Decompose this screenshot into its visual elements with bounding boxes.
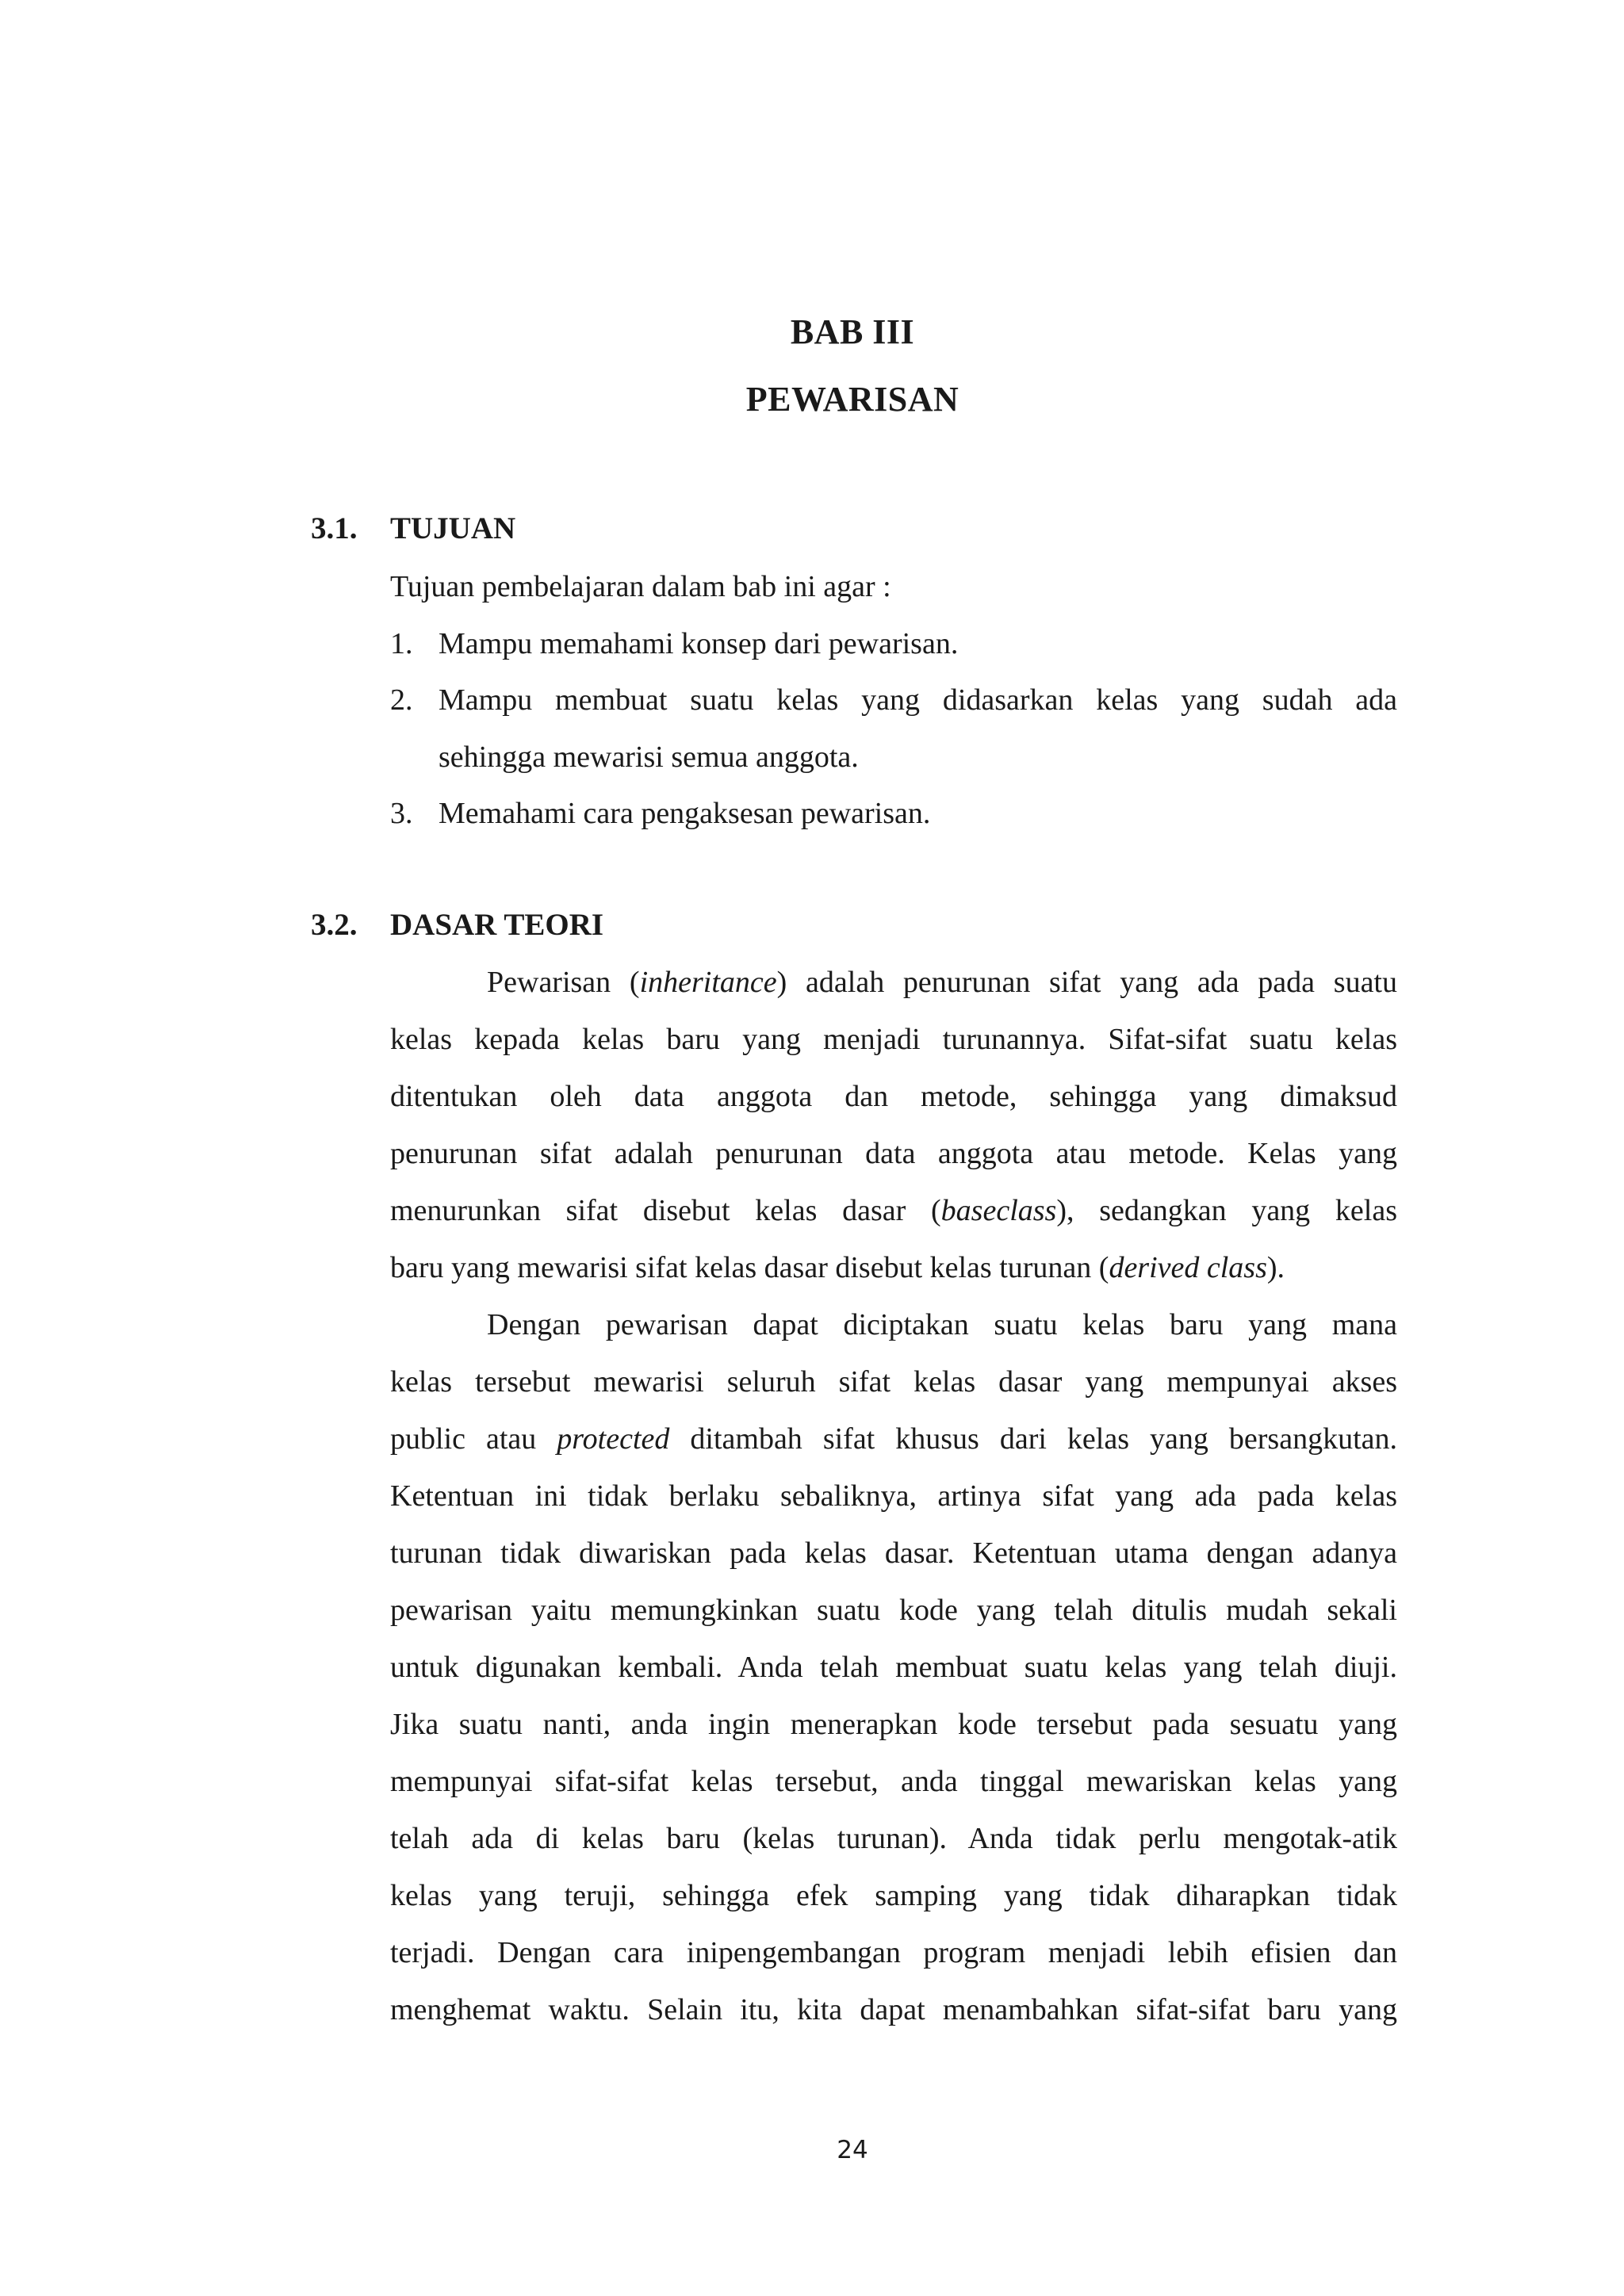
paragraph-line: ditentukan oleh data anggota dan metode, sehingga yang dimaksud: [390, 1080, 1397, 1113]
list-item-text: Mampu membuat suatu kelas yang didasarkan kelas yang sudah ada: [439, 683, 1397, 717]
paragraph-line: Pewarisan (inheritance) adalah penurunan sifat yang ada pada suatu: [487, 966, 1397, 999]
paragraph-line: kelas tersebut mewarisi seluruh sifat kelas dasar yang mempunyai akses: [390, 1365, 1397, 1399]
page-number: 24: [837, 2136, 868, 2164]
section-number: 3.2.: [311, 908, 358, 942]
paragraph-line: Dengan pewarisan dapat diciptakan suatu kelas baru yang mana: [487, 1308, 1397, 1341]
list-item-text-continuation: sehingga mewarisi semua anggota.: [439, 740, 859, 774]
list-item-text: Mampu memahami konsep dari pewarisan.: [439, 627, 959, 660]
list-item-number: 1.: [390, 627, 413, 660]
paragraph-line: kelas yang teruji, sehingga efek samping yang tidak diharapkan tidak: [390, 1879, 1397, 1912]
paragraph-line: mempunyai sifat-sifat kelas tersebut, anda tinggal mewariskan kelas yang: [390, 1765, 1397, 1798]
paragraph-line: kelas kepada kelas baru yang menjadi turunannya. Sifat-sifat suatu kelas: [390, 1023, 1397, 1056]
paragraph-line: turunan tidak diwariskan pada kelas dasar. Ketentuan utama dengan adanya: [390, 1536, 1397, 1570]
chapter-title: PEWARISAN: [745, 380, 959, 419]
paragraph-line: public atau protected ditambah sifat khusus dari kelas yang bersangkutan.: [390, 1422, 1397, 1456]
list-item-text: Memahami cara pengaksesan pewarisan.: [439, 797, 931, 830]
section-intro: Tujuan pembelajaran dalam bab ini agar :: [390, 570, 891, 603]
paragraph-line: menurunkan sifat disebut kelas dasar (baseclass), sedangkan yang kelas: [390, 1194, 1397, 1227]
chapter-heading: BAB III: [790, 312, 915, 351]
paragraph-line: Ketentuan ini tidak berlaku sebaliknya, artinya sifat yang ada pada kelas: [390, 1479, 1397, 1513]
section-title: DASAR TEORI: [390, 908, 604, 942]
paragraph-line: telah ada di kelas baru (kelas turunan). Anda tidak perlu mengotak-atik: [390, 1822, 1397, 1855]
paragraph-line: Jika suatu nanti, anda ingin menerapkan kode tersebut pada sesuatu yang: [390, 1708, 1397, 1741]
list-item-number: 2.: [390, 683, 413, 717]
paragraph-line: penurunan sifat adalah penurunan data anggota atau metode. Kelas yang: [390, 1137, 1397, 1170]
paragraph-line: untuk digunakan kembali. Anda telah membuat suatu kelas yang telah diuji.: [390, 1651, 1397, 1684]
list-item-number: 3.: [390, 797, 413, 830]
paragraph-line: terjadi. Dengan cara inipengembangan program menjadi lebih efisien dan: [390, 1936, 1397, 1969]
section-title: TUJUAN: [390, 511, 516, 545]
paragraph-line: baru yang mewarisi sifat kelas dasar disebut kelas turunan (derived class).: [390, 1251, 1285, 1284]
paragraph-line: pewarisan yaitu memungkinkan suatu kode yang telah ditulis mudah sekali: [390, 1594, 1397, 1627]
section-number: 3.1.: [311, 511, 358, 545]
paragraph-line: menghemat waktu. Selain itu, kita dapat menambahkan sifat-sifat baru yang: [390, 1993, 1397, 2026]
